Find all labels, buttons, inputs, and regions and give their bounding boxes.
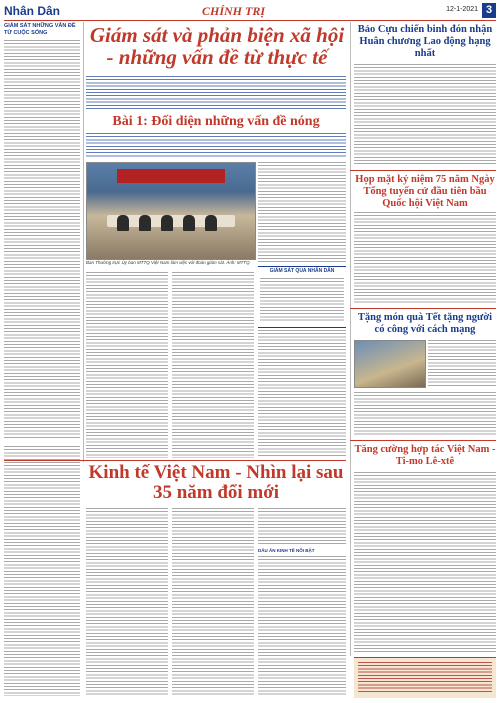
photo-person bbox=[139, 215, 151, 231]
sidebar-body-4 bbox=[354, 472, 496, 652]
sidebar-body-3a bbox=[428, 340, 496, 386]
photo-person bbox=[183, 215, 195, 231]
economy-body-col1 bbox=[86, 508, 168, 696]
sidebar-photo bbox=[354, 340, 426, 388]
left-column-title: GIÁM SÁT NHỮNG VẤN ĐỀ TỪ CUỘC SỐNG bbox=[4, 23, 76, 36]
bottom-notice-text bbox=[358, 662, 492, 694]
sidebar-divider bbox=[350, 440, 496, 441]
main-body-col3-top bbox=[258, 162, 346, 262]
economy-subheading: DẤU ẤN KINH TẾ NỔI BẬT bbox=[258, 548, 315, 553]
economy-body-col2 bbox=[172, 508, 254, 696]
column-divider bbox=[350, 22, 351, 656]
section-label: CHÍNH TRỊ bbox=[202, 4, 266, 18]
economy-headline: Kinh tế Việt Nam - Nhìn lại sau 35 năm đổi mới bbox=[88, 462, 344, 503]
economy-body-col3-top bbox=[258, 508, 346, 544]
sidebar-divider bbox=[350, 170, 496, 171]
photo-caption: Ban Thường trực Ủy ban MTTQ Việt Nam làm việc với đoàn giám sát. Ảnh: MTTQ bbox=[86, 260, 250, 265]
main-lead-paragraph bbox=[86, 76, 346, 110]
part-heading: Bài 1: Đối diện những vấn đề nóng bbox=[112, 114, 320, 129]
newspaper-brand: Nhân Dân bbox=[4, 4, 61, 18]
sidebar-body-2 bbox=[354, 212, 496, 304]
page-number: 3 bbox=[482, 3, 496, 18]
issue-date: 12-1-2021 bbox=[446, 6, 478, 13]
photo-person bbox=[117, 215, 129, 231]
pull-quote-title: GIÁM SÁT QUA NHÂN DÂN bbox=[269, 268, 335, 274]
photo-person bbox=[205, 215, 217, 231]
page-header bbox=[4, 3, 496, 21]
sidebar-divider bbox=[350, 308, 496, 309]
photo-banner bbox=[117, 169, 225, 183]
main-body-col1 bbox=[86, 272, 168, 458]
sidebar-headline-4: Tăng cường hợp tác Việt Nam - Ti-mo Lê-xtê bbox=[354, 444, 496, 467]
photo-person bbox=[161, 215, 173, 231]
sidebar-headline-2: Họp mặt kỷ niệm 75 năm Ngày Tổng tuyển cử đầu tiên bầu Quốc hội Việt Nam bbox=[355, 174, 495, 209]
pull-quote-text bbox=[260, 278, 344, 322]
sidebar-body-3b bbox=[354, 392, 496, 436]
economy-body-col3 bbox=[258, 556, 346, 696]
main-body-col3 bbox=[258, 330, 346, 458]
main-headline: Giám sát và phản biện xã hội - những vấn đề từ thực tế bbox=[89, 23, 345, 69]
sidebar-headline-3: Tặng món quà Tết tặng người có công với cách mạng bbox=[357, 312, 493, 335]
part-lead-paragraph bbox=[86, 133, 346, 157]
bottom-notice bbox=[354, 657, 496, 698]
main-body-col2 bbox=[172, 272, 254, 458]
column-divider bbox=[83, 22, 84, 462]
sidebar-headline-1: Bảo Cựu chiến binh đón nhận Huân chương Lao động hạng nhất bbox=[357, 24, 493, 59]
left-column-body bbox=[4, 40, 80, 440]
article-photo bbox=[86, 162, 256, 260]
left-column-continuation bbox=[4, 446, 80, 696]
sidebar-body-1 bbox=[354, 64, 496, 164]
